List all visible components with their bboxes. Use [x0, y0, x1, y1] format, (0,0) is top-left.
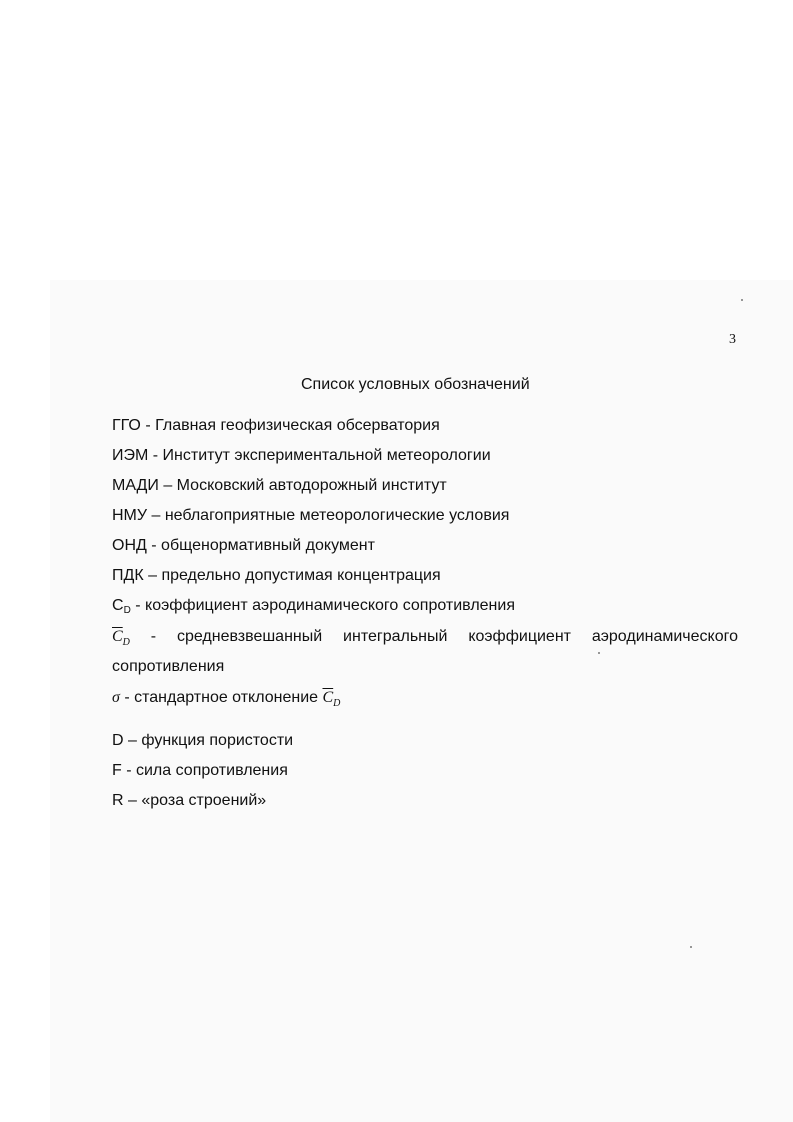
symbol-cd-bar-letter: $\overline{C}$	[112, 628, 123, 645]
scan-speck	[741, 299, 743, 301]
abbreviation-ggo: ГГО - Главная геофизическая обсерватория	[112, 417, 440, 434]
symbol-cd-definition: - коэффициент аэродинамического сопротивления	[130, 597, 515, 614]
symbol-cd-bar-word: аэродинамического	[591, 628, 738, 645]
abbreviation-pdk: ПДК – предельно допустимая концентрация	[112, 567, 441, 584]
scan-speck	[690, 946, 692, 948]
symbol-sigma	[112, 688, 340, 714]
abbreviation-iem: ИЭМ - Институт экспериментальной метеорологии	[112, 447, 491, 464]
abbreviation-madi: МАДИ – Московский автодорожный институт	[112, 477, 447, 494]
abbreviation-nmu: НМУ – неблагоприятные метеорологические условия	[112, 507, 510, 524]
symbol-f: F - сила сопротивления	[112, 762, 288, 779]
symbol-r: R – «роза строений»	[112, 792, 267, 809]
page-title: Список условных обозначений	[301, 376, 530, 393]
symbol-sigma-ref-letter: $\overline{C}$	[322, 689, 334, 706]
symbol-sigma-ref-subscript: D	[333, 698, 341, 709]
symbol-cd-bar	[112, 627, 738, 653]
symbol-cd-bar-word: интегральный	[343, 628, 448, 645]
abbreviation-ond: ОНД - общенормативный документ	[112, 537, 375, 554]
symbol-sigma-letter: σ	[112, 689, 120, 706]
symbol-cd-letter: C	[112, 597, 124, 614]
symbol-cd	[112, 596, 515, 621]
symbol-sigma-definition: - стандартное отклонение	[119, 689, 323, 706]
symbol-cd-bar-word: -	[150, 628, 157, 645]
symbol-cd-bar-formula	[112, 627, 130, 653]
page-number: 3	[729, 332, 736, 347]
symbol-cd-bar-word: средневзвешанный	[176, 628, 323, 645]
symbol-cd-bar-word: коэффициент	[468, 628, 571, 645]
scan-speck	[598, 652, 600, 654]
symbol-cd-bar-continuation: сопротивления	[112, 658, 225, 675]
symbol-cd-subscript: D	[123, 605, 131, 616]
symbol-cd-bar-subscript: D	[122, 637, 130, 648]
symbol-d: D – функция пористости	[112, 732, 294, 749]
